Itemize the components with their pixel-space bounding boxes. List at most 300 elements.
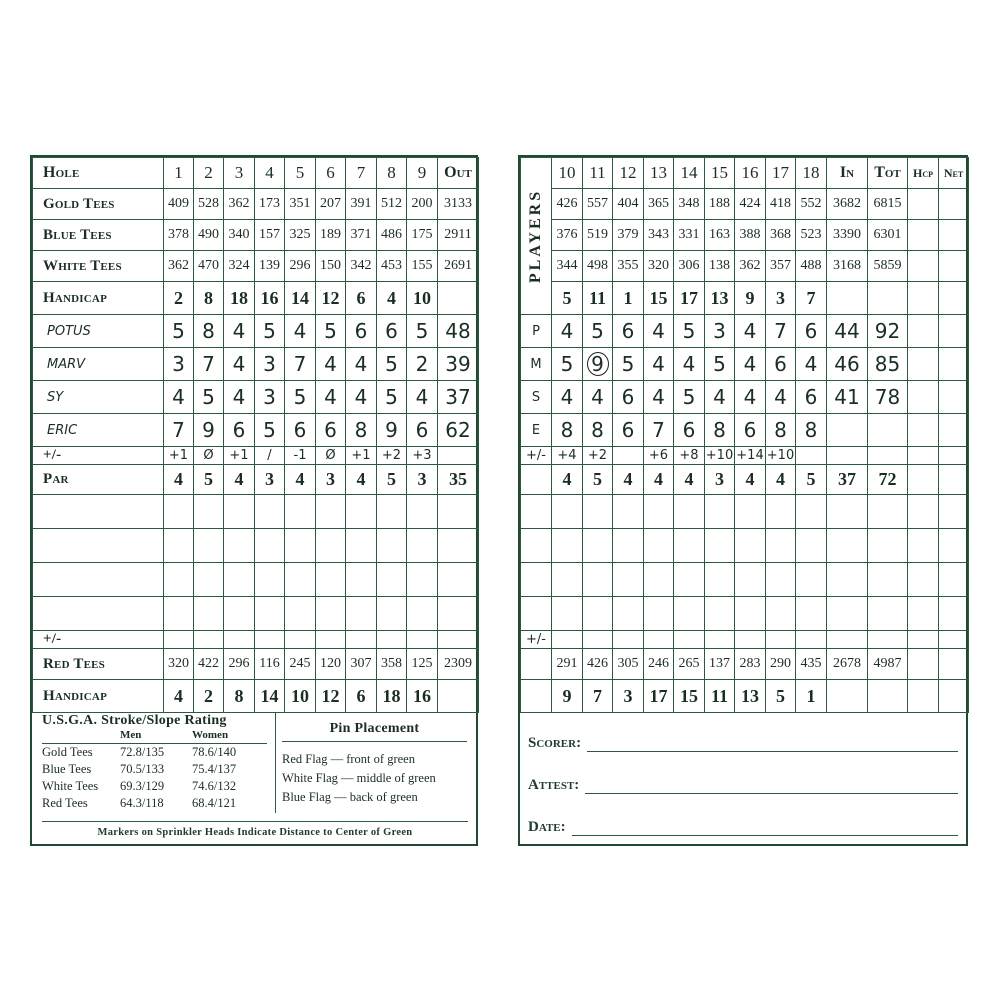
- red-tees-cell: 125: [407, 649, 438, 680]
- score-cell[interactable]: 9: [377, 414, 407, 447]
- player-initial[interactable]: M: [521, 348, 552, 381]
- plus-minus-2-cell: [705, 631, 735, 649]
- blank-cell[interactable]: [346, 563, 377, 597]
- blank-cell[interactable]: [194, 563, 224, 597]
- score-cell[interactable]: 5: [255, 414, 285, 447]
- blank-cell[interactable]: [552, 597, 583, 631]
- blank-cell[interactable]: [796, 495, 827, 529]
- score-cell[interactable]: 2: [407, 348, 438, 381]
- back-white-tees-cell: 5859: [868, 251, 908, 282]
- score-cell[interactable]: 8: [194, 315, 224, 348]
- score-cell[interactable]: [827, 414, 868, 447]
- blank-cell[interactable]: [285, 563, 316, 597]
- blank-cell[interactable]: [908, 529, 939, 563]
- blank-cell[interactable]: [316, 597, 346, 631]
- blank-cell[interactable]: [521, 563, 552, 597]
- white-tees-label: White Tees: [33, 251, 164, 282]
- score-cell[interactable]: 6: [796, 315, 827, 348]
- slope-women: 75.4/137: [192, 762, 237, 776]
- score-cell[interactable]: [908, 414, 939, 447]
- par-cell: 4: [613, 465, 644, 495]
- plus-minus-2-cell: [868, 631, 908, 649]
- blank-cell[interactable]: [766, 563, 796, 597]
- blank-cell[interactable]: [552, 529, 583, 563]
- blank-cell[interactable]: [407, 597, 438, 631]
- score-cell[interactable]: 48: [438, 315, 479, 348]
- back-player-row: [521, 381, 969, 414]
- score-cell[interactable]: 4: [705, 381, 735, 414]
- back-white-tees-cell: 344: [552, 251, 583, 282]
- red-cell: 305: [613, 649, 644, 680]
- back-white-tees-cell: 362: [735, 251, 766, 282]
- hcp-label: Hcp: [908, 158, 939, 189]
- blank-cell[interactable]: [827, 495, 868, 529]
- score-cell[interactable]: 3: [164, 348, 194, 381]
- players-label: PLAYERS: [527, 188, 544, 284]
- back-gold-tees-cell: 188: [705, 189, 735, 220]
- blank-cell[interactable]: [438, 529, 479, 563]
- blue-tees-cell: 486: [377, 220, 407, 251]
- hole-number: 4: [255, 158, 285, 189]
- scorer-line[interactable]: [587, 735, 958, 752]
- gold-tees-cell: 351: [285, 189, 316, 220]
- back-handicap-cell: [827, 282, 868, 315]
- blank-cell[interactable]: [766, 597, 796, 631]
- plus-minus-cell: +2: [583, 447, 613, 465]
- blank-cell[interactable]: [224, 597, 255, 631]
- blank-cell[interactable]: [705, 495, 735, 529]
- score-cell[interactable]: 8: [583, 414, 613, 447]
- par-cell: 35: [438, 465, 479, 495]
- score-cell[interactable]: 4: [766, 381, 796, 414]
- blank-cell[interactable]: [796, 529, 827, 563]
- blank-cell[interactable]: [613, 495, 644, 529]
- score-cell[interactable]: 4: [735, 348, 766, 381]
- blank-cell[interactable]: [868, 495, 908, 529]
- blank-cell[interactable]: [407, 563, 438, 597]
- back-gold-tees-cell: 418: [766, 189, 796, 220]
- score-cell[interactable]: 3: [255, 381, 285, 414]
- blank-cell[interactable]: [33, 597, 164, 631]
- slope-row: [42, 795, 267, 812]
- blank-cell[interactable]: [583, 563, 613, 597]
- blank-cell[interactable]: [583, 529, 613, 563]
- score-cell[interactable]: 78: [868, 381, 908, 414]
- blank-cell[interactable]: [674, 495, 705, 529]
- score-cell[interactable]: 4: [583, 381, 613, 414]
- red-tees-cell: 116: [255, 649, 285, 680]
- blank-cell[interactable]: [521, 529, 552, 563]
- front-nine-card: [30, 155, 478, 846]
- blank-cell[interactable]: [407, 495, 438, 529]
- plus-minus-2-row: [33, 631, 479, 649]
- blank-cell[interactable]: [33, 563, 164, 597]
- blank-cell[interactable]: [194, 597, 224, 631]
- score-cell[interactable]: 4: [316, 348, 346, 381]
- back-blue-tees-cell: 379: [613, 220, 644, 251]
- par-row: [33, 465, 479, 495]
- blank-cell[interactable]: [285, 529, 316, 563]
- score-cell[interactable]: 6: [316, 414, 346, 447]
- slope-men: 69.3/129: [120, 779, 165, 793]
- score-cell[interactable]: 5: [255, 315, 285, 348]
- score-cell[interactable]: 6: [613, 414, 644, 447]
- slope-row: [42, 744, 267, 761]
- score-cell[interactable]: 4: [164, 381, 194, 414]
- blank-cell[interactable]: [644, 597, 674, 631]
- blank-cell[interactable]: [674, 597, 705, 631]
- gold-tees-cell: 512: [377, 189, 407, 220]
- score-cell[interactable]: 6: [674, 414, 705, 447]
- blank-cell[interactable]: [827, 597, 868, 631]
- date-label: Date:: [528, 819, 566, 835]
- blank-cell[interactable]: [796, 563, 827, 597]
- blank-cell[interactable]: [164, 495, 194, 529]
- score-cell[interactable]: 8: [796, 414, 827, 447]
- score-cell[interactable]: 6: [224, 414, 255, 447]
- score-cell[interactable]: 62: [438, 414, 479, 447]
- blank-cell[interactable]: [316, 563, 346, 597]
- blank-cell[interactable]: [346, 495, 377, 529]
- back-handicap-cell: 1: [613, 282, 644, 315]
- blank-cell[interactable]: [644, 529, 674, 563]
- slope-row: [42, 761, 267, 778]
- score-cell[interactable]: 5: [705, 348, 735, 381]
- blank-cell[interactable]: [939, 529, 969, 563]
- blank-cell[interactable]: [613, 597, 644, 631]
- score-cell[interactable]: 37: [438, 381, 479, 414]
- score-cell[interactable]: 4: [735, 381, 766, 414]
- player-initial[interactable]: S: [521, 381, 552, 414]
- score-cell[interactable]: [908, 381, 939, 414]
- handicap-cell: 8: [194, 282, 224, 315]
- score-cell[interactable]: [939, 315, 969, 348]
- blank-cell[interactable]: [194, 495, 224, 529]
- score-cell[interactable]: 7: [285, 348, 316, 381]
- plus-minus-2-cell: [285, 631, 316, 649]
- back-handicap-cell: [908, 282, 939, 315]
- blank-cell[interactable]: [613, 529, 644, 563]
- score-cell[interactable]: 4: [224, 381, 255, 414]
- score-cell[interactable]: 4: [346, 381, 377, 414]
- slope-men: 64.3/118: [120, 796, 164, 810]
- score-cell[interactable]: 8: [552, 414, 583, 447]
- blank-cell[interactable]: [164, 529, 194, 563]
- hole-number: 14: [674, 158, 705, 189]
- blank-cell[interactable]: [908, 563, 939, 597]
- attest-line[interactable]: [585, 777, 958, 794]
- score-cell[interactable]: 3: [255, 348, 285, 381]
- gold-tees-cell: 207: [316, 189, 346, 220]
- score-cell[interactable]: 4: [735, 315, 766, 348]
- blank-cell[interactable]: [438, 597, 479, 631]
- slope-rating-box: [42, 713, 267, 812]
- slope-rows: [42, 744, 267, 812]
- score-cell[interactable]: 5: [377, 348, 407, 381]
- score-cell[interactable]: [868, 414, 908, 447]
- gold-tees-cell: 391: [346, 189, 377, 220]
- back-handicap-cell: [939, 282, 969, 315]
- blank-cell[interactable]: [255, 563, 285, 597]
- back-white-tees-cell: 355: [613, 251, 644, 282]
- score-cell[interactable]: 5: [552, 348, 583, 381]
- blank-cell[interactable]: [644, 563, 674, 597]
- handicap-2-cell: 18: [377, 680, 407, 713]
- handicap-2-cell: 6: [346, 680, 377, 713]
- blank-cell[interactable]: [255, 529, 285, 563]
- slope-men: 70.5/133: [120, 762, 165, 776]
- handicap-2-cell: 16: [407, 680, 438, 713]
- blank-cell[interactable]: [346, 597, 377, 631]
- handicap-cell: 6: [346, 282, 377, 315]
- blank-cell[interactable]: [939, 495, 969, 529]
- par-spacer: [521, 465, 552, 495]
- score-cell[interactable]: [583, 348, 613, 381]
- score-cell[interactable]: [939, 381, 969, 414]
- handicap-cell: [438, 282, 479, 315]
- blue-tees-cell: 340: [224, 220, 255, 251]
- blank-cell[interactable]: [552, 563, 583, 597]
- score-cell[interactable]: 5: [613, 348, 644, 381]
- back-handicap-row: [521, 282, 969, 315]
- hole-number: 2: [194, 158, 224, 189]
- blank-cell[interactable]: [705, 529, 735, 563]
- back-gold-tees-row: [521, 189, 969, 220]
- score-cell[interactable]: 5: [377, 381, 407, 414]
- back-hole-header-row: [521, 158, 969, 189]
- back-blue-tees-cell: 331: [674, 220, 705, 251]
- blank-cell[interactable]: [766, 529, 796, 563]
- score-cell[interactable]: 4: [674, 348, 705, 381]
- score-cell[interactable]: 41: [827, 381, 868, 414]
- score-cell[interactable]: 8: [705, 414, 735, 447]
- plus-minus-cell: +14: [736, 448, 764, 463]
- blank-cell[interactable]: [438, 495, 479, 529]
- blank-cell[interactable]: [521, 597, 552, 631]
- blank-cell[interactable]: [705, 563, 735, 597]
- score-cell[interactable]: 92: [868, 315, 908, 348]
- ratings-divider: [275, 713, 276, 813]
- handicap-2-cell: 3: [613, 680, 644, 713]
- blank-cell[interactable]: [766, 495, 796, 529]
- score-cell[interactable]: 5: [316, 315, 346, 348]
- score-cell[interactable]: 4: [346, 348, 377, 381]
- plus-minus-cell: +10: [766, 448, 795, 463]
- blue-tees-cell: 325: [285, 220, 316, 251]
- blank-cell[interactable]: [868, 597, 908, 631]
- blank-cell[interactable]: [644, 495, 674, 529]
- score-cell[interactable]: 5: [674, 381, 705, 414]
- blank-cell[interactable]: [613, 563, 644, 597]
- blank-score-row: [521, 495, 969, 529]
- blank-cell[interactable]: [908, 597, 939, 631]
- white-tees-cell: 2691: [438, 251, 479, 282]
- gold-tees-cell: 173: [255, 189, 285, 220]
- score-cell[interactable]: 7: [194, 348, 224, 381]
- score-cell[interactable]: 4: [644, 315, 674, 348]
- score-cell[interactable]: 4: [552, 381, 583, 414]
- plus-minus-2-cell: [613, 631, 644, 649]
- score-cell[interactable]: 6: [613, 381, 644, 414]
- score-cell[interactable]: 6: [735, 414, 766, 447]
- plus-minus-2-cell: [827, 631, 868, 649]
- score-cell[interactable]: [939, 348, 969, 381]
- blank-cell[interactable]: [674, 563, 705, 597]
- blank-cell[interactable]: [868, 529, 908, 563]
- blank-cell[interactable]: [521, 495, 552, 529]
- back-blue-tees-row: [521, 220, 969, 251]
- score-cell[interactable]: 5: [285, 381, 316, 414]
- back-blue-tees-cell: 368: [766, 220, 796, 251]
- score-cell[interactable]: 85: [868, 348, 908, 381]
- blank-cell[interactable]: [705, 597, 735, 631]
- handicap-2-cell: 13: [735, 680, 766, 713]
- blank-cell[interactable]: [735, 597, 766, 631]
- score-cell[interactable]: [939, 414, 969, 447]
- par-cell: 4: [674, 465, 705, 495]
- blank-score-row: [521, 529, 969, 563]
- blank-cell[interactable]: [346, 529, 377, 563]
- blank-cell[interactable]: [908, 495, 939, 529]
- score-cell[interactable]: 6: [407, 414, 438, 447]
- date-row[interactable]: [528, 819, 958, 836]
- hole-number: 3: [224, 158, 255, 189]
- score-cell[interactable]: 5: [164, 315, 194, 348]
- score-cell[interactable]: 6: [613, 315, 644, 348]
- score-cell[interactable]: [908, 315, 939, 348]
- blank-cell[interactable]: [868, 563, 908, 597]
- blank-cell[interactable]: [583, 597, 613, 631]
- pin-line: Red Flag — front of green: [282, 752, 415, 766]
- blank-cell[interactable]: [438, 563, 479, 597]
- score-cell[interactable]: 4: [644, 381, 674, 414]
- score-cell[interactable]: 39: [438, 348, 479, 381]
- blank-score-row: [33, 597, 479, 631]
- plus-minus-2-label: +/-: [521, 631, 552, 649]
- date-line[interactable]: [572, 819, 958, 836]
- score-cell[interactable]: 3: [705, 315, 735, 348]
- score-cell[interactable]: 8: [346, 414, 377, 447]
- white-tees-row: [33, 251, 479, 282]
- blank-cell[interactable]: [164, 597, 194, 631]
- score-cell[interactable]: 8: [766, 414, 796, 447]
- blank-cell[interactable]: [827, 563, 868, 597]
- score-cell[interactable]: 4: [224, 315, 255, 348]
- score-cell[interactable]: 7: [164, 414, 194, 447]
- blank-cell[interactable]: [407, 529, 438, 563]
- blank-cell[interactable]: [377, 495, 407, 529]
- score-cell[interactable]: 4: [407, 381, 438, 414]
- back-plus-minus-2-row: [521, 631, 969, 649]
- blank-cell[interactable]: [33, 495, 164, 529]
- blank-cell[interactable]: [735, 495, 766, 529]
- blank-cell[interactable]: [552, 495, 583, 529]
- hole-number: 7: [346, 158, 377, 189]
- blank-cell[interactable]: [194, 529, 224, 563]
- score-cell[interactable]: [908, 348, 939, 381]
- score-cell[interactable]: 6: [766, 348, 796, 381]
- plus-minus-2-cell: [316, 631, 346, 649]
- blank-cell[interactable]: [827, 529, 868, 563]
- back-handicap-cell: 5: [552, 282, 583, 315]
- player-initial[interactable]: P: [521, 315, 552, 348]
- blank-cell[interactable]: [285, 597, 316, 631]
- blank-cell[interactable]: [796, 597, 827, 631]
- blank-cell[interactable]: [735, 529, 766, 563]
- score-cell[interactable]: 9: [194, 414, 224, 447]
- blank-cell[interactable]: [224, 563, 255, 597]
- blank-cell[interactable]: [939, 597, 969, 631]
- attest-row[interactable]: [528, 777, 958, 794]
- blank-cell[interactable]: [674, 529, 705, 563]
- score-cell[interactable]: 6: [346, 315, 377, 348]
- hole-number: 18: [796, 158, 827, 189]
- player-name[interactable]: SY: [33, 381, 164, 414]
- blank-cell[interactable]: [33, 529, 164, 563]
- score-cell[interactable]: 4: [552, 315, 583, 348]
- blank-cell[interactable]: [377, 597, 407, 631]
- blank-cell[interactable]: [224, 495, 255, 529]
- scorer-row[interactable]: [528, 735, 958, 752]
- player-initial[interactable]: E: [521, 414, 552, 447]
- women-label: Women: [192, 729, 229, 741]
- score-cell[interactable]: 44: [827, 315, 868, 348]
- player-name[interactable]: ERIC: [33, 414, 164, 447]
- blank-cell[interactable]: [316, 529, 346, 563]
- score-cell[interactable]: 46: [827, 348, 868, 381]
- blank-cell[interactable]: [939, 563, 969, 597]
- blank-cell[interactable]: [735, 563, 766, 597]
- score-cell[interactable]: 4: [644, 348, 674, 381]
- hole-number: 11: [583, 158, 613, 189]
- gold-tees-cell: 362: [224, 189, 255, 220]
- handicap-2-cell: 17: [644, 680, 674, 713]
- player-name[interactable]: POTUS: [33, 315, 164, 348]
- back-plus-minus-row: [521, 447, 969, 465]
- score-cell[interactable]: 7: [644, 414, 674, 447]
- plus-minus-2-cell: [552, 631, 583, 649]
- score-cell[interactable]: 6: [796, 381, 827, 414]
- blank-cell[interactable]: [583, 495, 613, 529]
- blank-cell[interactable]: [285, 495, 316, 529]
- score-cell[interactable]: 4: [285, 315, 316, 348]
- blank-cell[interactable]: [164, 563, 194, 597]
- player-name[interactable]: MARV: [33, 348, 164, 381]
- score-cell[interactable]: 5: [194, 381, 224, 414]
- blank-cell[interactable]: [316, 495, 346, 529]
- plus-minus-cell: Ø: [316, 447, 346, 465]
- score-cell[interactable]: 6: [285, 414, 316, 447]
- blank-cell[interactable]: [255, 597, 285, 631]
- score-cell[interactable]: 5: [407, 315, 438, 348]
- plus-minus-2-cell: [407, 631, 438, 649]
- slope-tee: Gold Tees: [42, 745, 93, 759]
- score-cell[interactable]: 6: [377, 315, 407, 348]
- blank-cell[interactable]: [377, 563, 407, 597]
- blank-cell[interactable]: [255, 495, 285, 529]
- score-cell[interactable]: 4: [224, 348, 255, 381]
- blank-cell[interactable]: [224, 529, 255, 563]
- scorer-label: Scorer:: [528, 735, 582, 751]
- back-white-tees-cell: [908, 251, 939, 282]
- score-cell[interactable]: 7: [766, 315, 796, 348]
- score-cell[interactable]: 4: [316, 381, 346, 414]
- blank-cell[interactable]: [377, 529, 407, 563]
- score-cell[interactable]: 5: [583, 315, 613, 348]
- back-par-row: [521, 465, 969, 495]
- score-cell[interactable]: 4: [796, 348, 827, 381]
- score-cell[interactable]: 5: [674, 315, 705, 348]
